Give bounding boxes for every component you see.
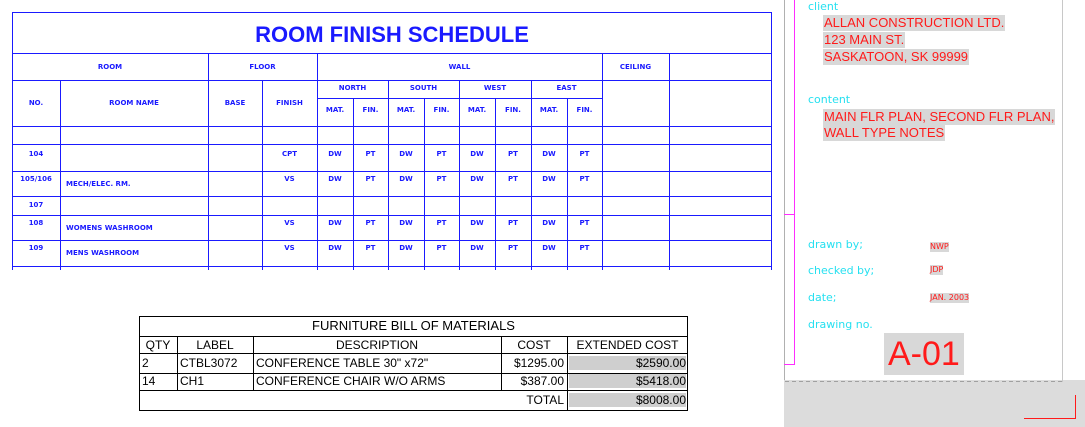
date-label: date; bbox=[808, 291, 837, 304]
client-line: SASKATOON, SK 99999 bbox=[824, 49, 969, 64]
header-south: SOUTH bbox=[409, 84, 438, 92]
drawing-no-label: drawing no. bbox=[808, 318, 873, 331]
bom-description: CONFERENCE TABLE 30" x72" bbox=[256, 356, 429, 370]
bom-qty: 14 bbox=[142, 374, 156, 388]
bom-qty: 2 bbox=[142, 356, 149, 370]
header-east: EAST bbox=[556, 84, 577, 92]
date-value: JAN. 2003 bbox=[930, 293, 970, 302]
table-cell: PT bbox=[436, 219, 447, 227]
bom-header-qty: QTY bbox=[145, 338, 171, 352]
header-fin: FIN. bbox=[505, 106, 521, 114]
room-finish-schedule bbox=[12, 12, 772, 270]
table-cell: PT bbox=[579, 150, 590, 158]
table-cell: PT bbox=[508, 175, 518, 183]
table-row-no: 104 bbox=[28, 150, 44, 158]
table-cell: DW bbox=[399, 244, 413, 252]
content-label: content bbox=[808, 93, 851, 106]
table-cell: PT bbox=[365, 175, 376, 183]
table-row-no: 105/106 bbox=[20, 175, 52, 183]
header-fin: FIN. bbox=[362, 106, 379, 114]
title-block bbox=[784, 0, 1085, 427]
table-cell: PT bbox=[436, 150, 447, 158]
bom-header-extended-cost: EXTENDED COST bbox=[576, 338, 679, 352]
header-north: NORTH bbox=[338, 84, 367, 92]
table-cell: DW bbox=[542, 150, 556, 158]
table-cell: DW bbox=[542, 175, 556, 183]
bom-label: CH1 bbox=[180, 374, 205, 388]
schedule-title: ROOM FINISH SCHEDULE bbox=[255, 22, 529, 47]
bom-header-label: LABEL bbox=[196, 338, 234, 352]
bom-header-description: DESCRIPTION bbox=[335, 338, 418, 352]
bom-cost: $387.00 bbox=[520, 374, 564, 388]
header-finish: FINISH bbox=[276, 99, 303, 107]
header-floor: FLOOR bbox=[249, 63, 276, 71]
drawn-by-value: NWP bbox=[930, 242, 949, 251]
header-mat: MAT. bbox=[325, 106, 345, 114]
table-cell: PT bbox=[508, 150, 518, 158]
checked-by-value: JDP bbox=[930, 265, 944, 274]
header-room-name: ROOM NAME bbox=[109, 99, 159, 107]
table-cell: PT bbox=[579, 175, 590, 183]
bom-title: FURNITURE BILL OF MATERIALS bbox=[312, 318, 515, 333]
table-cell: PT bbox=[365, 244, 376, 252]
table-cell: DW bbox=[542, 244, 556, 252]
bom-description: CONFERENCE CHAIR W/O ARMS bbox=[256, 374, 446, 388]
table-row-no: 108 bbox=[28, 219, 44, 227]
client-line: ALLAN CONSTRUCTION LTD. bbox=[824, 15, 1005, 30]
bom-extended-cost: $5418.00 bbox=[569, 374, 686, 388]
table-cell: DW bbox=[399, 219, 413, 227]
table-row-floor-finish: CPT bbox=[281, 150, 298, 158]
table-row-floor-finish: VS bbox=[284, 219, 295, 227]
bom-label: CTBL3072 bbox=[180, 356, 238, 370]
header-mat: MAT. bbox=[396, 106, 416, 114]
table-cell: PT bbox=[579, 219, 590, 227]
header-fin: FIN. bbox=[433, 106, 450, 114]
client-line: 123 MAIN ST. bbox=[824, 32, 905, 47]
checked-by-label: checked by; bbox=[808, 264, 875, 277]
bom-total-label: TOTAL bbox=[526, 393, 564, 407]
table-cell: DW bbox=[399, 150, 413, 158]
drawing-number: A-01 bbox=[884, 333, 964, 375]
table-cell: DW bbox=[328, 244, 342, 252]
table-row-name: WOMENS WASHROOM bbox=[66, 224, 153, 232]
table-cell: DW bbox=[470, 219, 484, 227]
header-ceiling: CEILING bbox=[619, 63, 652, 71]
table-cell: DW bbox=[399, 175, 413, 183]
table-cell: DW bbox=[470, 150, 484, 158]
table-cell: DW bbox=[328, 150, 342, 158]
bom-total-value: $8008.00 bbox=[569, 393, 686, 407]
table-cell: DW bbox=[328, 175, 342, 183]
table-row-name: MENS WASHROOM bbox=[66, 249, 140, 257]
bom-cost: $1295.00 bbox=[513, 356, 564, 370]
table-cell: PT bbox=[436, 175, 447, 183]
table-cell: PT bbox=[365, 219, 376, 227]
content-line: MAIN FLR PLAN, SECOND FLR PLAN, bbox=[824, 109, 1055, 124]
table-cell: PT bbox=[508, 219, 518, 227]
client-label: client bbox=[808, 0, 839, 13]
table-row-no: 109 bbox=[28, 244, 44, 252]
table-cell: DW bbox=[542, 219, 556, 227]
table-cell: DW bbox=[470, 175, 484, 183]
table-cell: PT bbox=[508, 244, 518, 252]
table-row-name: MECH/ELEC. RM. bbox=[66, 180, 131, 188]
header-base: BASE bbox=[224, 99, 246, 107]
table-cell: PT bbox=[579, 244, 590, 252]
table-cell: DW bbox=[470, 244, 484, 252]
bom-extended-cost: $2590.00 bbox=[569, 356, 686, 370]
header-mat: MAT. bbox=[539, 106, 559, 114]
header-no: NO. bbox=[28, 99, 44, 107]
header-west: WEST bbox=[483, 84, 507, 92]
table-row-no: 107 bbox=[28, 201, 44, 209]
header-mat: MAT. bbox=[467, 106, 487, 114]
drawn-by-label: drawn by; bbox=[808, 238, 863, 251]
header-wall: WALL bbox=[448, 63, 471, 71]
table-row-floor-finish: VS bbox=[284, 244, 295, 252]
table-row-floor-finish: VS bbox=[284, 175, 295, 183]
header-fin: FIN. bbox=[576, 106, 593, 114]
table-cell: PT bbox=[365, 150, 376, 158]
bom-header-cost: COST bbox=[517, 338, 551, 352]
table-cell: DW bbox=[328, 219, 342, 227]
table-cell: PT bbox=[436, 244, 447, 252]
content-line: WALL TYPE NOTES bbox=[824, 125, 945, 140]
furniture-bill-of-materials bbox=[139, 316, 688, 411]
header-room: ROOM bbox=[97, 63, 123, 71]
